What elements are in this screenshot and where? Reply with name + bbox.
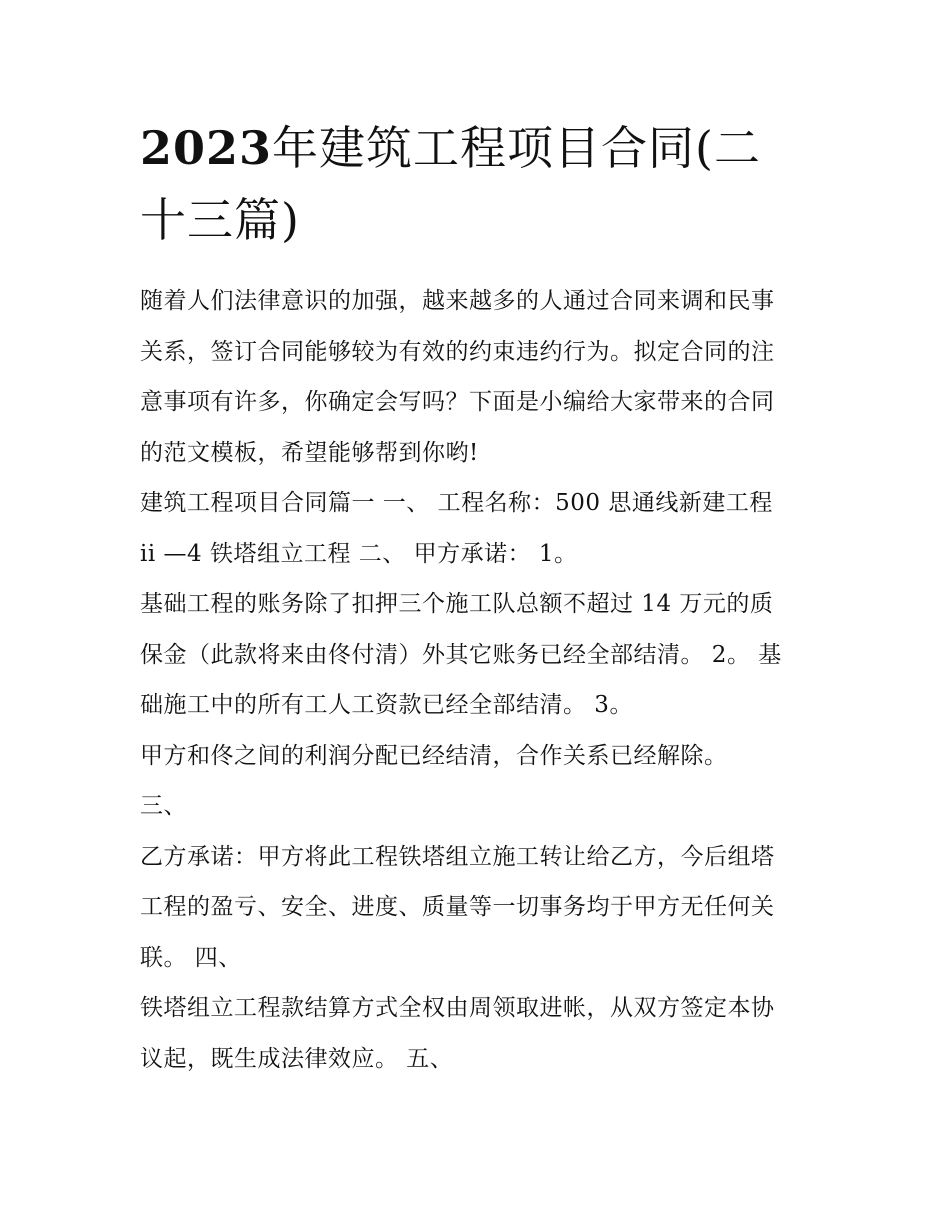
text-line: ii —4 铁塔组立工程 二、 甲方承诺： 1。 bbox=[140, 540, 578, 567]
text-line: 础施工中的所有工人工资款已经全部结清。 3。 bbox=[140, 692, 633, 718]
title-text-line2: 十三篇) bbox=[140, 193, 300, 247]
paragraph-project-name bbox=[140, 478, 830, 579]
text-line: 随着人们法律意识的加强，越来越多的人通过合同来调和民事 bbox=[140, 288, 775, 314]
paragraph-party-b-commitment bbox=[140, 832, 830, 984]
document-body bbox=[140, 276, 830, 1084]
text-line: 意事项有许多，你确定会写吗？下面是小编给大家带来的合同 bbox=[140, 389, 775, 415]
paragraph-settlement-method bbox=[140, 983, 830, 1084]
title-text-line1: 年建筑工程项目合同(二 bbox=[272, 121, 761, 175]
text-line: 基础工程的账务除了扣押三个施工队总额不超过 14 万元的质 bbox=[140, 591, 774, 617]
text-line: 铁塔组立工程款结算方式全权由周领取进帐，从双方签定本协 bbox=[140, 995, 775, 1021]
title-year: 2023 bbox=[140, 121, 273, 175]
paragraph-intro bbox=[140, 276, 830, 478]
text-line: 议起，既生成法律效应。 五、 bbox=[140, 1045, 454, 1072]
text-line: 的范文模板，希望能够帮到你哟! bbox=[140, 439, 479, 466]
paragraph-foundation-accounts bbox=[140, 579, 830, 731]
paragraph-profit-distribution bbox=[140, 731, 830, 782]
text-line: 保金（此款将来由佟付清）外其它账务已经全部结清。 2。 基 bbox=[140, 641, 782, 668]
text-line: 工程的盈亏、安全、进度、质量等一切事务均于甲方无任何关 bbox=[140, 894, 775, 920]
text-line: 乙方承诺：甲方将此工程铁塔组立施工转让给乙方，今后组塔 bbox=[140, 843, 775, 870]
text-line: 甲方和佟之间的利润分配已经结清，合作关系已经解除。 bbox=[140, 742, 728, 769]
text-line: 关系，签订合同能够较为有效的约束违约行为。拟定合同的注 bbox=[140, 338, 775, 365]
text-line: 三、 bbox=[140, 793, 187, 819]
text-line: 建筑工程项目合同篇一 一、 工程名称：500 思通线新建工程 bbox=[140, 490, 773, 516]
section-heading-three bbox=[140, 781, 830, 832]
document-title bbox=[140, 112, 820, 256]
text-line: 联。 四、 bbox=[140, 944, 242, 971]
